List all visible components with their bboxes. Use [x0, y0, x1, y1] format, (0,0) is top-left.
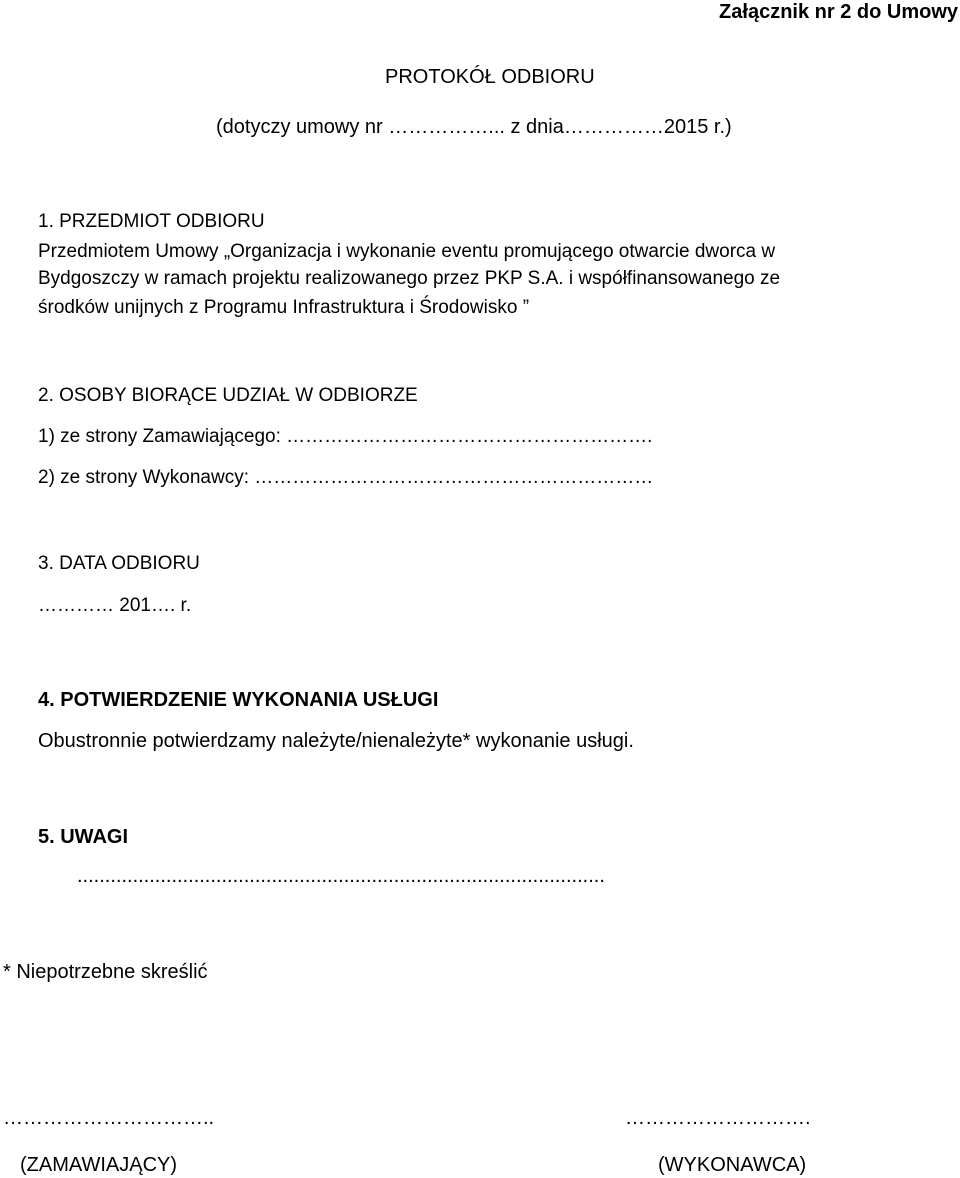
attachment-label: Załącznik nr 2 do Umowy — [719, 1, 958, 23]
signature-label-ordering: (ZAMAWIAJĄCY) — [20, 1154, 178, 1176]
remarks-dotted-line: ............................................................................................... — [77, 865, 605, 887]
document-subtitle: (dotyczy umowy nr ……………... z dnia……………2015 r.) — [216, 116, 732, 138]
section-1-line: Bydgoszczy w ramach projektu realizowanego przez PKP S.A. i współfinansowanego ze — [38, 268, 781, 289]
section-1-line: Przedmiotem Umowy „Organizacja i wykonanie eventu promującego otwarcie dworca w — [38, 241, 776, 262]
signature-label-contractor: (WYKONAWCA) — [658, 1154, 807, 1176]
document-title: PROTOKÓŁ ODBIORU — [385, 66, 595, 88]
participant-line-ordering: 1) ze strony Zamawiającego: …………………………………………………. — [38, 426, 653, 447]
signature-line-contractor: ………………………. — [625, 1107, 811, 1129]
section-3-heading: 3. DATA ODBIORU — [38, 553, 200, 574]
section-1-line: środków unijnych z Programu Infrastruktura i Środowisko ” — [38, 297, 530, 318]
footnote: * Niepotrzebne skreślić — [3, 961, 208, 983]
section-4-heading: 4. POTWIERDZENIE WYKONANIA USŁUGI — [38, 689, 439, 711]
signature-line-ordering: ………………………….. — [3, 1107, 215, 1129]
section-5-heading: 5. UWAGI — [38, 826, 129, 848]
section-2-heading: 2. OSOBY BIORĄCE UDZIAŁ W ODBIORZE — [38, 385, 418, 406]
participant-line-contractor: 2) ze strony Wykonawcy: ……………………………………………………… — [38, 467, 654, 488]
confirmation-text: Obustronnie potwierdzamy należyte/nienależyte* wykonanie usługi. — [38, 730, 634, 752]
receipt-date-line: ………… 201…. r. — [38, 595, 192, 616]
section-1-heading: 1. PRZEDMIOT ODBIORU — [38, 211, 265, 232]
